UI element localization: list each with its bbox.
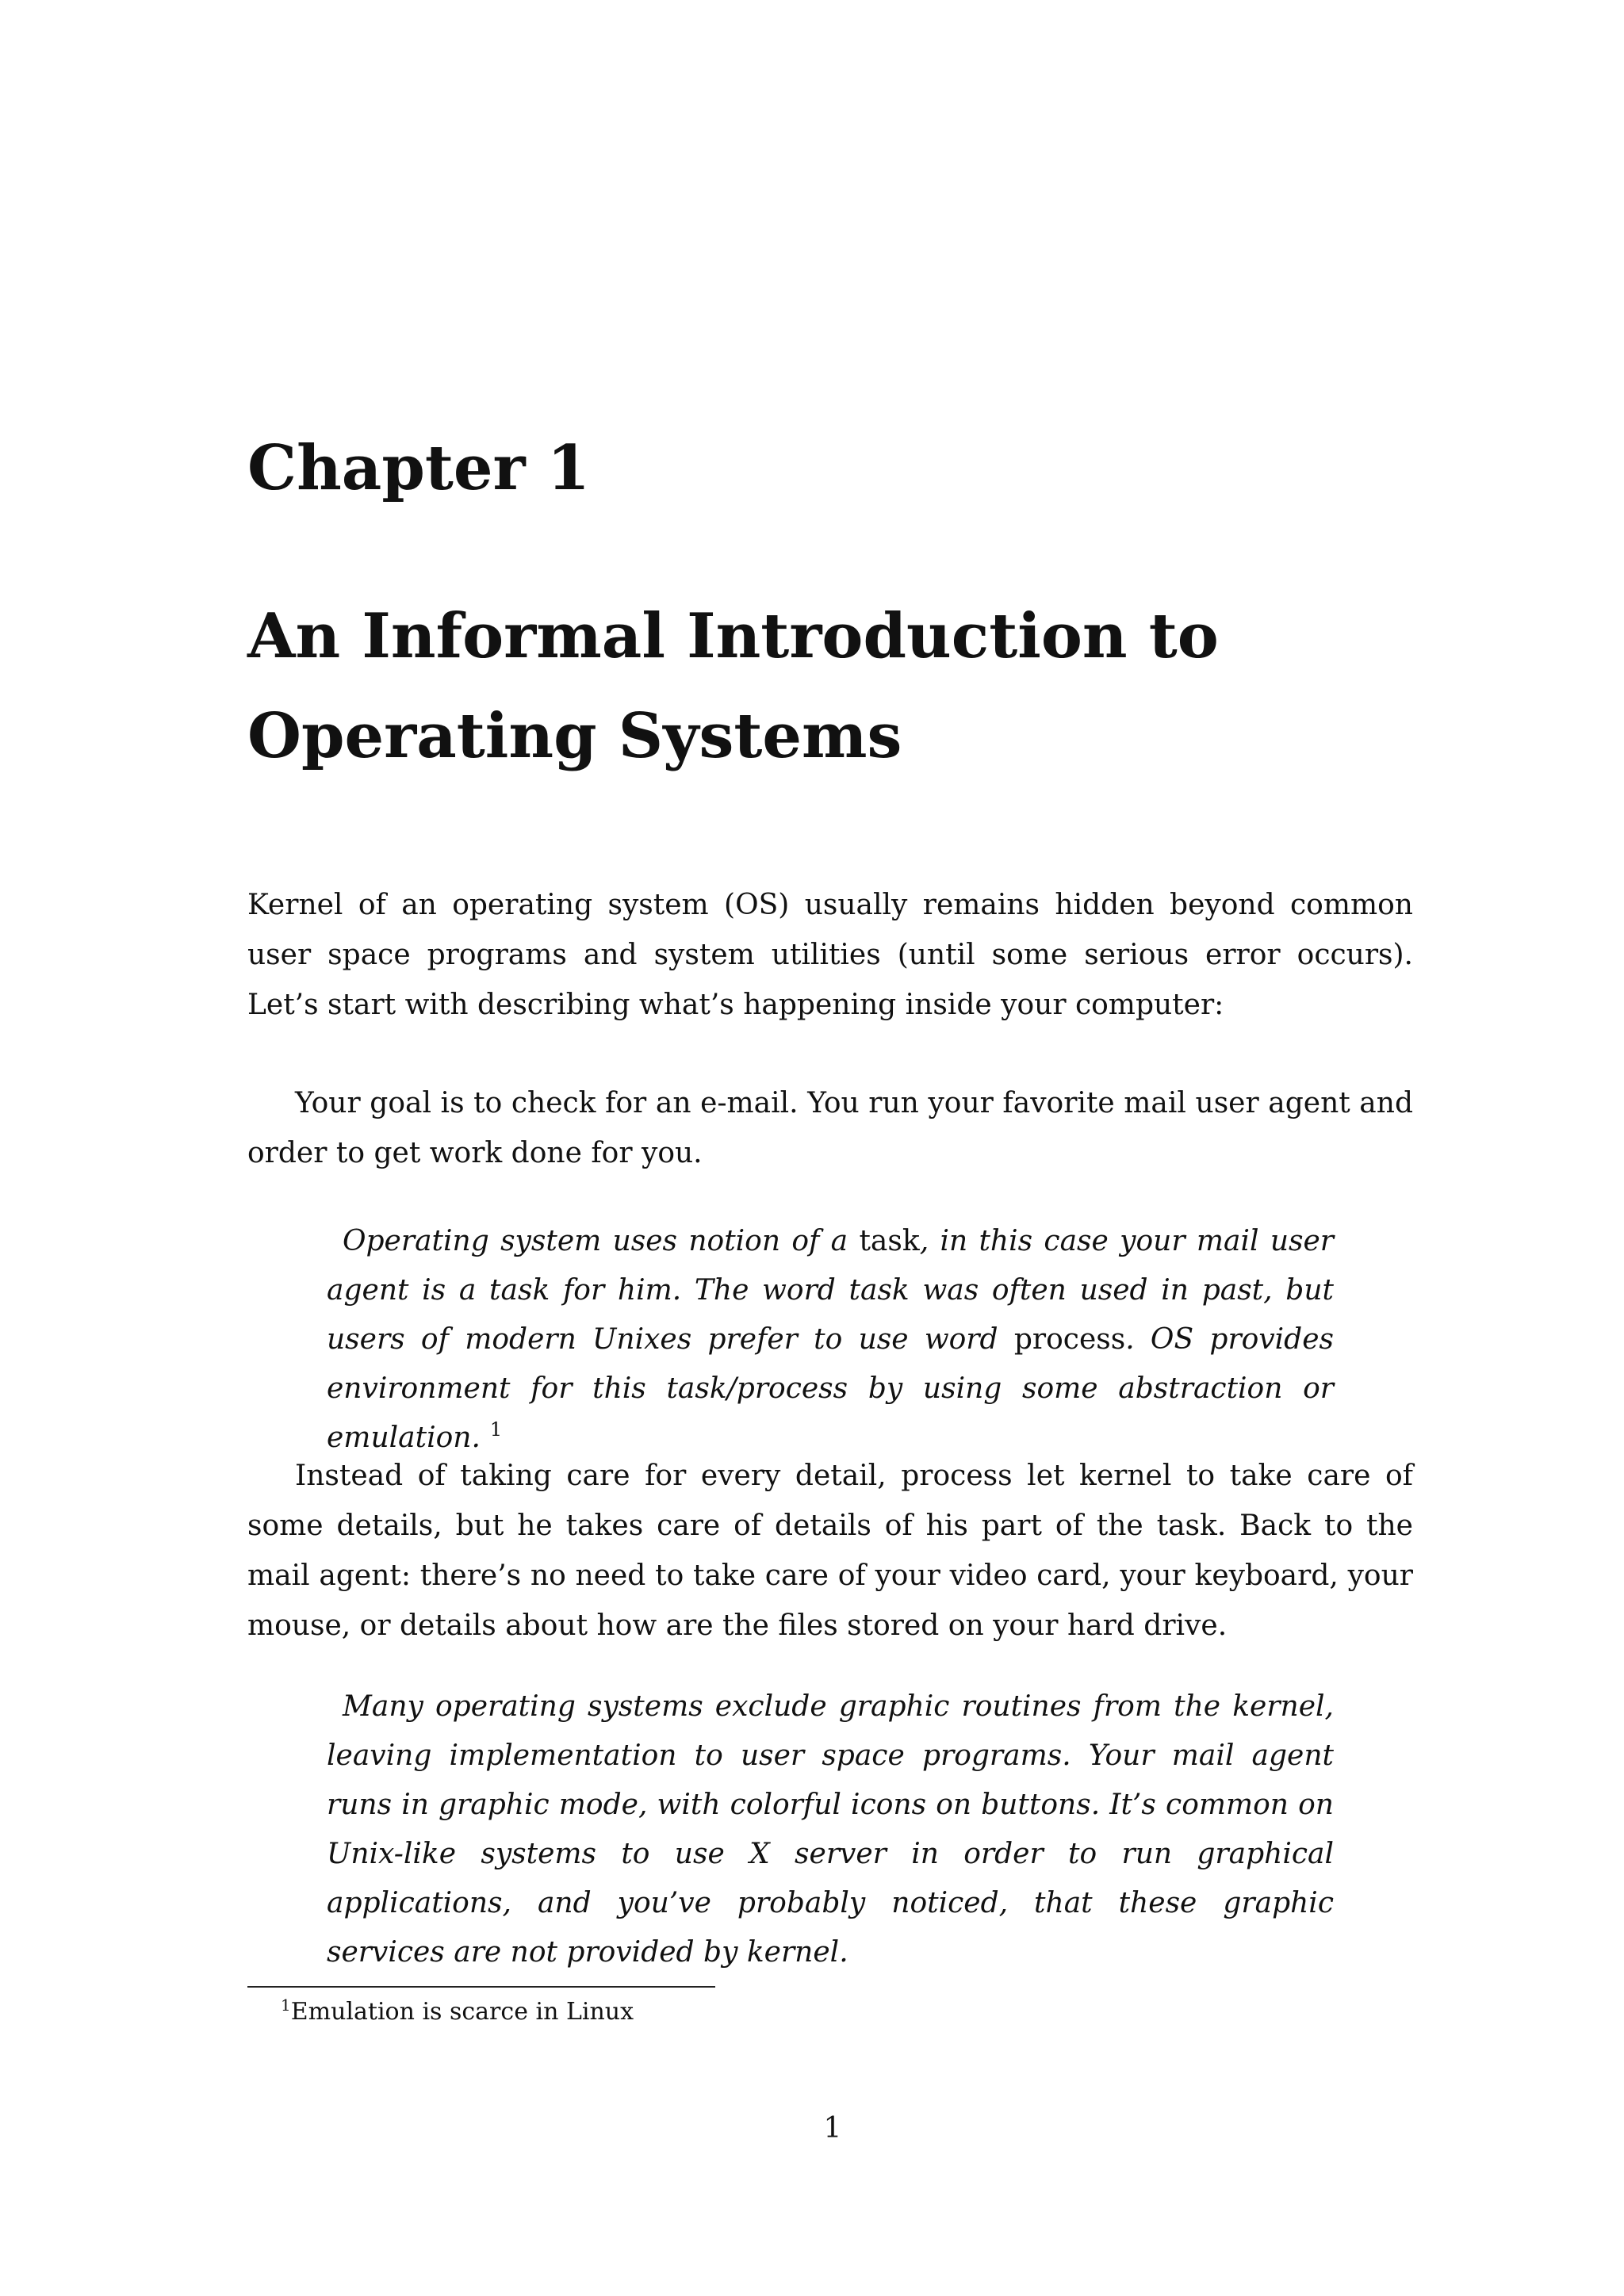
footnote-reference[interactable]: 1 [489,1418,503,1441]
task-quote-part-3: . OS provides environment for this task/process by using some abstraction or emulation. [327,1323,1334,1454]
process-word: process [1013,1323,1126,1356]
chapter-title-line-2: Operating Systems [247,700,902,772]
task-quote [327,1217,1334,1463]
chapter-title [247,587,1469,786]
footnote-divider [247,1986,715,1988]
task-word: task [859,1225,920,1257]
page-number: 1 [823,2112,842,2145]
intro-paragraph: Kernel of an operating system (OS) usually remains hidden beyond common user space programs and system utilities (until some serious error occurs). Let’s start with describing what’s happening inside your computer: [247,889,1413,1021]
task-quote-part-1: Operating system uses notion of a [343,1225,860,1257]
chapter-title-line-1: An Informal Introduction to [247,600,1219,672]
graphics-quote: Many operating systems exclude graphic routines from the kernel, leaving implementation to user space programs. Your mail agent runs in graphic mode, with colorful icons on buttons. It’s common on Unix-like systems to use X server in order to run graphical applications, and you’ve probably noticed, that these graphic services are not provided by kernel. [327,1690,1334,1969]
goal-paragraph: Your goal is to check for an e-mail. You run your favorite mail user agent and order to get work done for you. [247,1087,1413,1169]
detail-paragraph: Instead of taking care for every detail, process let kernel to take care of some details, but he takes care of details of his part of the task. Back to the mail agent: there’s no need to take care of your video card, your keyboard, your mouse, or details about how are the files stored on your hard drive. [247,1460,1413,1642]
footnote [281,1993,634,2031]
task-quote-part-2: , in this case your mail user agent is a task for him. The word task was often used in past, but users of modern Unixes prefer to use word [327,1225,1334,1356]
footnote-text: Emulation is scarce in Linux [290,1998,634,2026]
footnote-mark: 1 [281,1996,291,2015]
chapter-label: Chapter 1 [247,432,591,504]
